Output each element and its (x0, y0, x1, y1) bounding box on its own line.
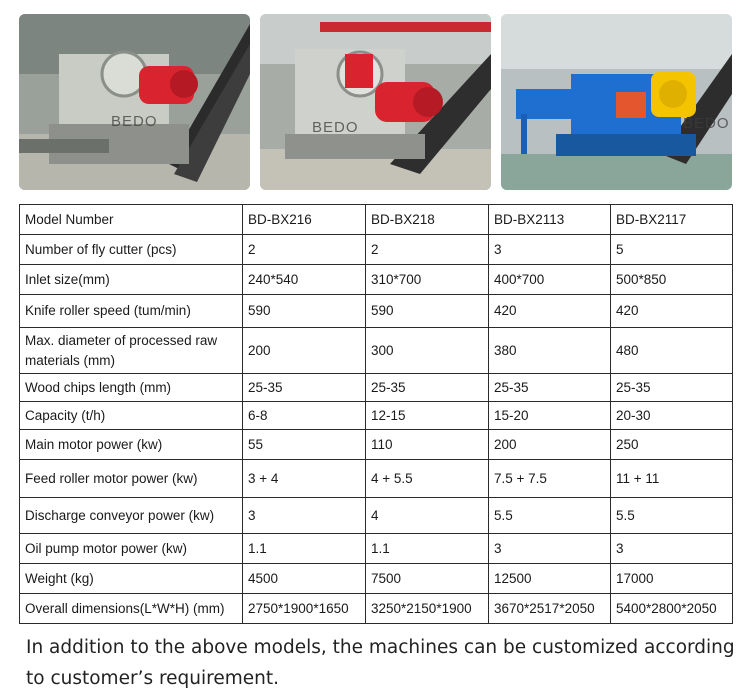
spec-value-cell: 2750*1900*1650 (243, 594, 366, 624)
product-photo-1 (19, 14, 250, 190)
product-photo-3 (501, 14, 732, 190)
row-label-cell: Wood chips length (mm) (20, 374, 243, 402)
spec-value-cell: 300 (366, 328, 489, 374)
spec-value-cell: 25-35 (489, 374, 611, 402)
spec-value-cell: 250 (611, 430, 733, 460)
table-row (20, 402, 733, 430)
spec-table (19, 204, 733, 624)
spec-value-cell: 3 (489, 534, 611, 564)
table-row (20, 265, 733, 295)
table-row (20, 328, 733, 374)
product-photo-2 (260, 14, 491, 190)
table-row (20, 534, 733, 564)
spec-value-cell: 1.1 (243, 534, 366, 564)
spec-value-cell: 11 + 11 (611, 460, 733, 498)
spec-value-cell: BD-BX218 (366, 205, 489, 235)
row-label-cell: Weight (kg) (20, 564, 243, 594)
spec-value-cell: 12-15 (366, 402, 489, 430)
table-row (20, 374, 733, 402)
row-label-cell: Main motor power (kw) (20, 430, 243, 460)
table-row (20, 594, 733, 624)
spec-value-cell: 5 (611, 235, 733, 265)
photo-1-watermark: BEDO (111, 113, 158, 130)
spec-value-cell: 500*850 (611, 265, 733, 295)
spec-value-cell: 4 (366, 498, 489, 534)
table-row (20, 564, 733, 594)
spec-value-cell: 25-35 (611, 374, 733, 402)
spec-value-cell: 7500 (366, 564, 489, 594)
spec-value-cell: 5400*2800*2050 (611, 594, 733, 624)
spec-value-cell: 420 (489, 295, 611, 328)
spec-value-cell: 590 (243, 295, 366, 328)
table-row (20, 295, 733, 328)
spec-value-cell: 25-35 (366, 374, 489, 402)
table-row (20, 460, 733, 498)
spec-value-cell: 2 (243, 235, 366, 265)
spec-value-cell: 420 (611, 295, 733, 328)
spec-value-cell: 25-35 (243, 374, 366, 402)
spec-value-cell: 200 (489, 430, 611, 460)
spec-value-cell: 310*700 (366, 265, 489, 295)
spec-value-cell: 380 (489, 328, 611, 374)
spec-value-cell: 3 (611, 534, 733, 564)
spec-value-cell: 5.5 (489, 498, 611, 534)
table-row (20, 498, 733, 534)
spec-value-cell: 3 (489, 235, 611, 265)
spec-value-cell: 20-30 (611, 402, 733, 430)
spec-value-cell: 3 (243, 498, 366, 534)
spec-value-cell: 200 (243, 328, 366, 374)
row-label-cell: Discharge conveyor power (kw) (20, 498, 243, 534)
spec-value-cell: 4 + 5.5 (366, 460, 489, 498)
customization-note: In addition to the above models, the machines can be customized according to customer’s requirement. (26, 637, 735, 689)
spec-value-cell: 1.1 (366, 534, 489, 564)
spec-value-cell: 5.5 (611, 498, 733, 534)
table-header-row (20, 205, 733, 235)
spec-value-cell: 55 (243, 430, 366, 460)
spec-value-cell: BD-BX216 (243, 205, 366, 235)
spec-value-cell: 110 (366, 430, 489, 460)
spec-value-cell: 2 (366, 235, 489, 265)
spec-value-cell: 6-8 (243, 402, 366, 430)
row-label-cell: Max. diameter of processed raw materials (mm) (20, 328, 243, 374)
spec-value-cell: 4500 (243, 564, 366, 594)
row-label-cell: Knife roller speed (tum/min) (20, 295, 243, 328)
product-photos (19, 14, 732, 190)
table-row (20, 235, 733, 265)
row-label-cell: Inlet size(mm) (20, 265, 243, 295)
row-label-cell: Feed roller motor power (kw) (20, 460, 243, 498)
spec-value-cell: BD-BX2113 (489, 205, 611, 235)
row-label-cell: Number of fly cutter (pcs) (20, 235, 243, 265)
spec-value-cell: 480 (611, 328, 733, 374)
photo-3-watermark: BEDO (683, 115, 730, 132)
spec-value-cell: 3250*2150*1900 (366, 594, 489, 624)
row-label-cell: Model Number (20, 205, 243, 235)
spec-value-cell: BD-BX2117 (611, 205, 733, 235)
spec-value-cell: 3670*2517*2050 (489, 594, 611, 624)
spec-value-cell: 240*540 (243, 265, 366, 295)
row-label-cell: Overall dimensions(L*W*H) (mm) (20, 594, 243, 624)
photo-2-watermark: BEDO (312, 119, 359, 136)
spec-value-cell: 400*700 (489, 265, 611, 295)
spec-value-cell: 3 + 4 (243, 460, 366, 498)
spec-value-cell: 590 (366, 295, 489, 328)
row-label-cell: Oil pump motor power (kw) (20, 534, 243, 564)
spec-value-cell: 15-20 (489, 402, 611, 430)
spec-value-cell: 17000 (611, 564, 733, 594)
row-label-cell: Capacity (t/h) (20, 402, 243, 430)
spec-value-cell: 7.5 + 7.5 (489, 460, 611, 498)
spec-value-cell: 12500 (489, 564, 611, 594)
table-row (20, 430, 733, 460)
